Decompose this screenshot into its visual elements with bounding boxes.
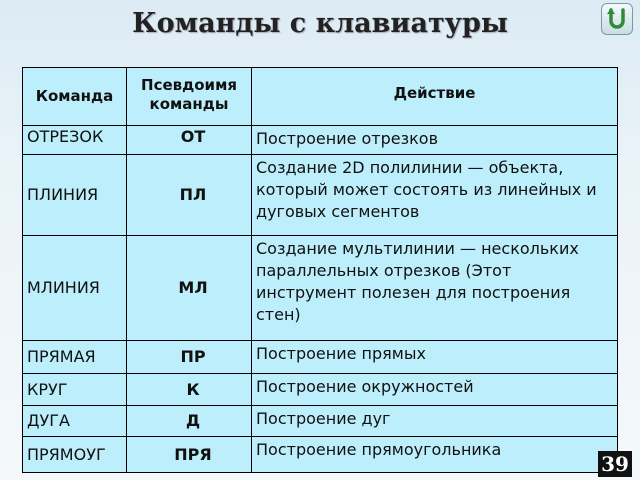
action-cell: Построение дуг bbox=[252, 406, 618, 437]
command-cell: ДУГА bbox=[23, 406, 127, 437]
action-cell: Создание 2D полилинии — объекта, который может состоять из линейных и дуговых сегментов bbox=[252, 155, 618, 236]
action-cell: Создание мультилинии — нескольких параллельных отрезков (Этот инструмент полезен для построения стен) bbox=[252, 236, 618, 341]
command-cell: ОТРЕЗОК bbox=[23, 126, 127, 155]
table-row bbox=[23, 406, 618, 437]
header-action: Действие bbox=[252, 68, 618, 126]
table-row bbox=[23, 341, 618, 374]
return-arrow-icon bbox=[607, 8, 627, 30]
pseudo-cell: МЛ bbox=[127, 236, 252, 341]
table-row bbox=[23, 236, 618, 341]
command-cell: МЛИНИЯ bbox=[23, 236, 127, 341]
commands-table bbox=[22, 67, 618, 473]
command-cell: ПЛИНИЯ bbox=[23, 155, 127, 236]
slide-number: 39 bbox=[598, 451, 632, 477]
table-row bbox=[23, 126, 618, 155]
home-button[interactable] bbox=[601, 3, 633, 35]
table-row bbox=[23, 437, 618, 473]
action-cell: Построение прямых bbox=[252, 341, 618, 374]
action-cell: Построение отрезков bbox=[252, 126, 618, 155]
table-row bbox=[23, 374, 618, 406]
command-cell: КРУГ bbox=[23, 374, 127, 406]
pseudo-cell: ПР bbox=[127, 341, 252, 374]
header-pseudo: Псевдоимя команды bbox=[127, 68, 252, 126]
header-command: Команда bbox=[23, 68, 127, 126]
pseudo-cell: ОТ bbox=[127, 126, 252, 155]
command-cell: ПРЯМОУГ bbox=[23, 437, 127, 473]
pseudo-cell: ПРЯ bbox=[127, 437, 252, 473]
table-row bbox=[23, 155, 618, 236]
pseudo-cell: К bbox=[127, 374, 252, 406]
action-cell: Построение прямоугольника bbox=[252, 437, 618, 473]
command-cell: ПРЯМАЯ bbox=[23, 341, 127, 374]
action-cell: Построение окружностей bbox=[252, 374, 618, 406]
pseudo-cell: Д bbox=[127, 406, 252, 437]
pseudo-cell: ПЛ bbox=[127, 155, 252, 236]
slide-title: Команды с клавиатуры bbox=[132, 8, 508, 39]
